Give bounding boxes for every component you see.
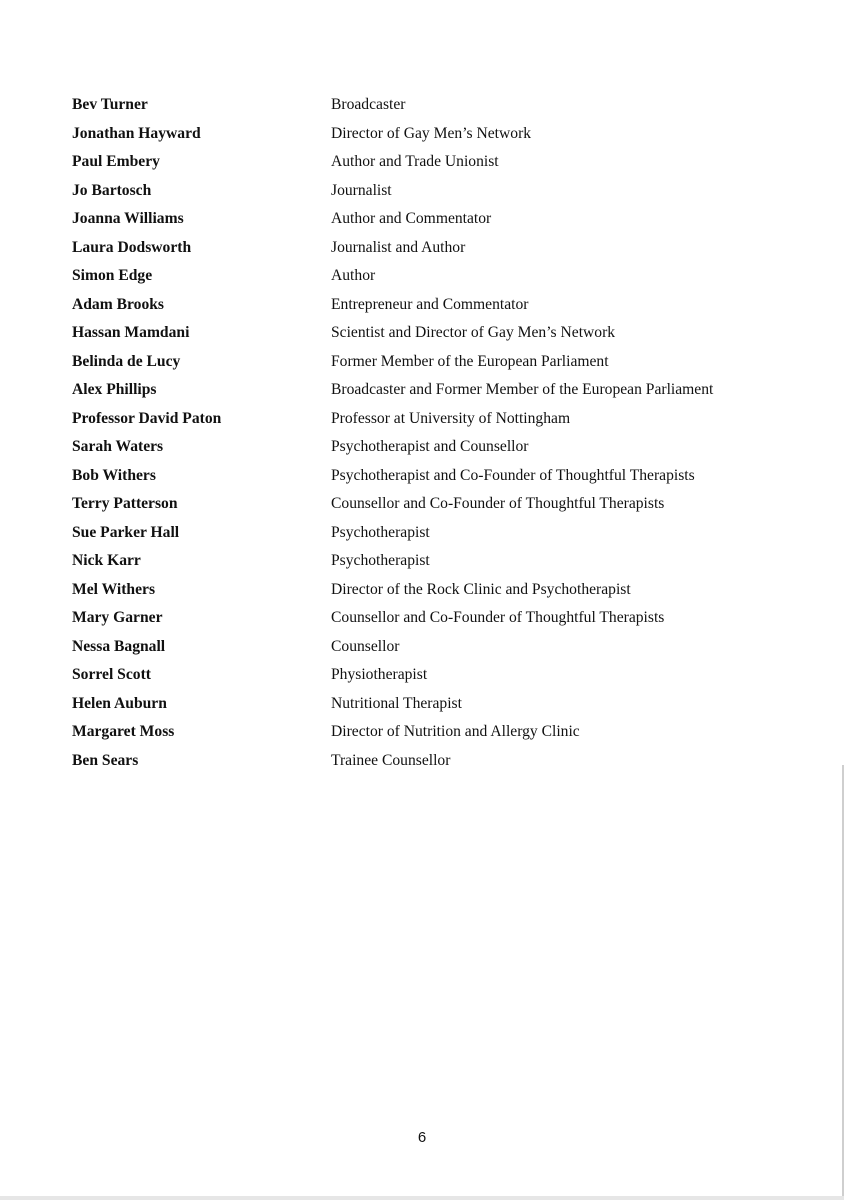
signatory-name: Sorrel Scott: [72, 666, 151, 683]
signatory-role: Broadcaster and Former Member of the European Parliament: [331, 381, 714, 398]
signatory-row: [72, 177, 772, 206]
signatory-role: Author and Commentator: [331, 210, 492, 227]
signatory-row: [72, 747, 772, 776]
signatory-name: Sarah Waters: [72, 438, 164, 455]
signatory-name: Margaret Moss: [72, 723, 175, 740]
signatory-row: [72, 376, 772, 405]
signatory-role: Counsellor and Co-Founder of Thoughtful Therapists: [331, 609, 665, 626]
signatory-row: [72, 490, 772, 519]
signatory-name: Alex Phillips: [72, 381, 157, 398]
signatory-row: [72, 433, 772, 462]
signatory-row: [72, 291, 772, 320]
page-number: 6: [417, 1129, 427, 1146]
signatory-role: Counsellor: [331, 637, 400, 655]
signatory-role: Author and Trade Unionist: [331, 153, 499, 170]
signatory-role: Psychotherapist and Counsellor: [331, 438, 529, 455]
signatory-role: Physiotherapist: [331, 666, 428, 683]
signatory-role: Trainee Counsellor: [331, 751, 451, 769]
signatory-role: Author: [331, 267, 376, 284]
signatory-role: Director of Gay Men’s Network: [331, 124, 532, 142]
signatory-role: Counsellor and Co-Founder of Thoughtful Therapists: [331, 495, 665, 512]
signatory-row: [72, 633, 772, 662]
page-bottom-divider: [0, 1196, 844, 1200]
signatory-row: [72, 661, 772, 690]
signatory-row: [72, 91, 772, 120]
signatory-role: Entrepreneur and Commentator: [331, 295, 529, 313]
signatory-row: [72, 120, 772, 149]
signatory-role: Psychotherapist: [331, 523, 430, 541]
signatory-row: [72, 576, 772, 605]
signatory-row: [72, 234, 772, 263]
signatory-name: Mel Withers: [72, 580, 156, 598]
signatory-name: Laura Dodsworth: [72, 238, 192, 256]
signatory-role: Psychotherapist and Co-Founder of Thoughtful Therapists: [331, 466, 695, 484]
signatory-row: [72, 348, 772, 377]
signatory-row: [72, 405, 772, 434]
signatory-role: Nutritional Therapist: [331, 694, 462, 712]
signatory-row: [72, 604, 772, 633]
signatory-list: [72, 91, 772, 775]
signatory-row: [72, 262, 772, 291]
signatory-name: Nick Karr: [72, 552, 141, 569]
signatory-name: Jo Bartosch: [72, 181, 152, 199]
signatory-role: Psychotherapist: [331, 552, 430, 569]
signatory-role: Director of Nutrition and Allergy Clinic: [331, 723, 580, 740]
signatory-name: Jonathan Hayward: [72, 124, 201, 142]
signatory-name: Paul Embery: [72, 153, 160, 170]
signatory-role: Journalist: [331, 181, 392, 199]
signatory-row: [72, 148, 772, 177]
signatory-name: Helen Auburn: [72, 694, 167, 712]
signatory-row: [72, 205, 772, 234]
signatory-role: Former Member of the European Parliament: [331, 352, 609, 370]
signatory-name: Bev Turner: [72, 96, 148, 113]
signatory-row: [72, 547, 772, 576]
signatory-name: Bob Withers: [72, 466, 156, 484]
signatory-role: Director of the Rock Clinic and Psychotherapist: [331, 580, 631, 598]
signatory-name: Professor David Paton: [72, 409, 222, 427]
signatory-name: Belinda de Lucy: [72, 352, 181, 370]
signatory-name: Nessa Bagnall: [72, 637, 166, 655]
signatory-name: Ben Sears: [72, 751, 139, 769]
signatory-role: Broadcaster: [331, 96, 406, 113]
signatory-row: [72, 462, 772, 491]
signatory-name: Simon Edge: [72, 267, 153, 284]
signatory-role: Scientist and Director of Gay Men’s Network: [331, 324, 616, 341]
signatory-role: Journalist and Author: [331, 238, 466, 256]
signatory-name: Sue Parker Hall: [72, 523, 180, 541]
signatory-row: [72, 319, 772, 348]
signatory-row: [72, 718, 772, 747]
signatory-role: Professor at University of Nottingham: [331, 409, 571, 427]
signatory-row: [72, 519, 772, 548]
signatory-name: Adam Brooks: [72, 295, 164, 313]
signatory-row: [72, 690, 772, 719]
signatory-name: Mary Garner: [72, 609, 163, 626]
signatory-name: Hassan Mamdani: [72, 324, 190, 341]
signatory-name: Terry Patterson: [72, 495, 178, 512]
signatory-name: Joanna Williams: [72, 210, 184, 227]
